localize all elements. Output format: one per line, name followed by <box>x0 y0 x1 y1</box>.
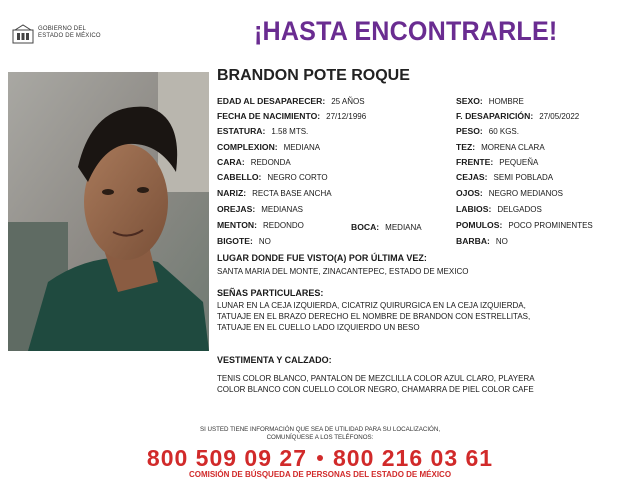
field-nose: NARIZ: RECTA BASE ANCHA <box>217 188 332 198</box>
field-weight: PESO: 60 KGS. <box>456 126 519 136</box>
marks-label: SEÑAS PARTICULARES: <box>217 288 324 298</box>
commission-name: COMISIÓN DE BÚSQUEDA DE PERSONAS DEL ESTADO DE MÉXICO <box>188 470 452 479</box>
info-line-1: SI USTED TIENE INFORMACIÓN QUE SEA DE UTILIDAD PARA SU LOCALIZACIÓN, <box>199 426 441 433</box>
missing-person-photo <box>8 72 209 351</box>
phone-numbers <box>0 445 640 472</box>
field-mouth: BOCA: MEDIANA <box>351 222 422 232</box>
clothing-label: VESTIMENTA Y CALZADO: <box>217 355 332 365</box>
clothing-line-2: COLOR BLANCO CON CUELLO COLOR NEGRO, CHAMARRA DE PIEL COLOR CAFE <box>217 385 534 394</box>
government-wordmark <box>38 26 101 40</box>
info-line-2: COMUNÍQUESE A LOS TELÉFONOS: <box>266 434 374 441</box>
field-sex: SEXO: HOMBRE <box>456 96 524 106</box>
field-mustache: BIGOTE: NO <box>217 236 271 246</box>
field-ears: OREJAS: MEDIANAS <box>217 204 303 214</box>
field-cheekbones: POMULOS: POCO PROMINENTES <box>456 220 593 230</box>
field-beard: BARBA: NO <box>456 236 508 246</box>
phone-2[interactable]: 800 216 03 61 <box>333 445 494 471</box>
clothing-line-1: TENIS COLOR BLANCO, PANTALON DE MEZCLILLA COLOR AZUL CLARO, PLAYERA <box>217 374 535 383</box>
person-name: BRANDON POTE ROQUE <box>217 67 410 84</box>
info-text <box>0 426 640 442</box>
field-age: EDAD AL DESAPARECER: 25 AÑOS <box>217 96 365 106</box>
headline: ¡HASTA ENCONTRARLE! <box>254 16 558 46</box>
last-seen-value: SANTA MARIA DEL MONTE, ZINACANTEPEC, ESTADO DE MEXICO <box>217 267 469 276</box>
field-birthdate: FECHA DE NACIMIENTO: 27/12/1996 <box>217 111 367 121</box>
field-eyes: OJOS: NEGRO MEDIANOS <box>456 188 563 198</box>
field-height: ESTATURA: 1.58 MTS. <box>217 126 309 136</box>
field-forehead: FRENTE: PEQUEÑA <box>456 157 539 167</box>
field-complexion: TEZ: MORENA CLARA <box>456 142 545 152</box>
marks-text <box>217 300 530 333</box>
field-chin: MENTON: REDONDO <box>217 220 304 230</box>
separator-dot-icon <box>317 455 323 461</box>
phone-1[interactable]: 800 509 09 27 <box>146 445 307 471</box>
field-lips: LABIOS: DELGADOS <box>456 204 542 214</box>
field-eyebrows: CEJAS: SEMI POBLADA <box>456 172 554 182</box>
field-build: COMPLEXION: MEDIANA <box>217 142 321 152</box>
field-disappearance-date: F. DESAPARICIÓN: 27/05/2022 <box>456 111 580 121</box>
gov-line1: GOBIERNO DEL <box>38 26 87 32</box>
field-hair: CABELLO: NEGRO CORTO <box>217 172 328 182</box>
marks-line-3: TATUAJE EN EL CUELLO LADO IZQUIERDO UN BESO <box>217 323 420 332</box>
marks-line-2: TATUAJE EN EL BRAZO DERECHO EL NOMBRE DE BRANDON CON ESTRELLITAS, <box>217 312 531 321</box>
last-seen-label: LUGAR DONDE FUE VISTO(A) POR ÚLTIMA VEZ: <box>217 253 427 263</box>
field-face: CARA: REDONDA <box>217 157 291 167</box>
state-coat-of-arms-icon <box>12 24 34 44</box>
marks-line-1: LUNAR EN LA CEJA IZQUIERDA, CICATRIZ QUIRURGICA EN LA CEJA IZQUIERDA, <box>217 301 526 310</box>
gov-line2: ESTADO DE MÉXICO <box>38 33 101 39</box>
clothing-text <box>217 373 535 395</box>
